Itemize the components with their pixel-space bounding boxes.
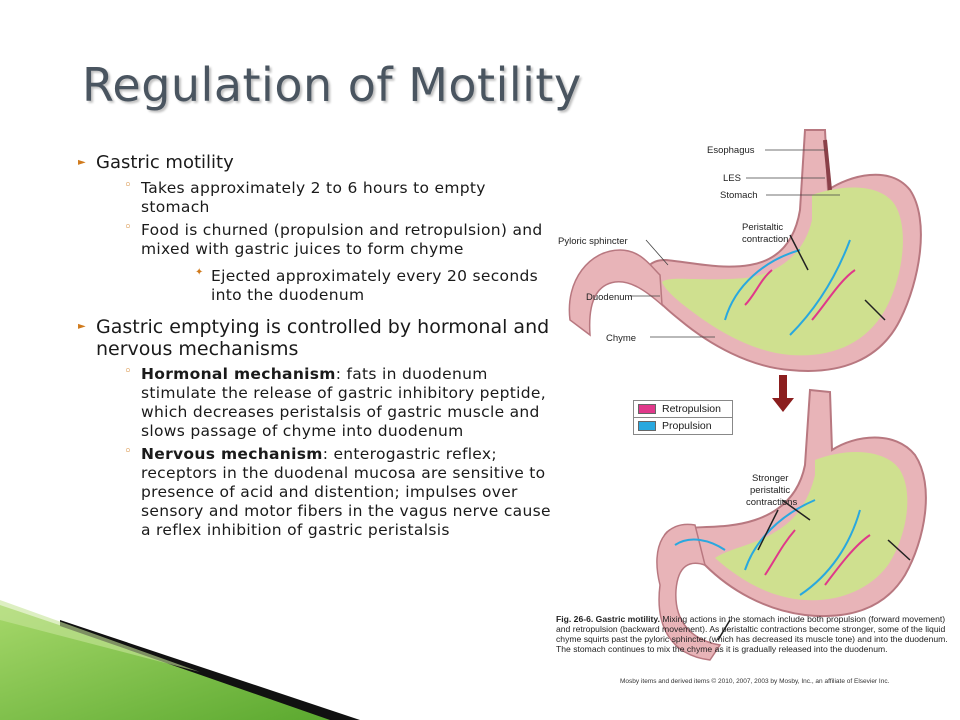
term-hormonal: Hormonal mechanism (141, 365, 336, 383)
sub-sub-bullet-text: Ejected approximately every 20 seconds into the duodenum (211, 267, 538, 304)
stomach-diagram-top (558, 130, 921, 371)
legend-item-propulsion (634, 417, 732, 434)
caption-title: Gastric motility. (595, 614, 660, 624)
decorative-wedge (0, 560, 360, 720)
label-duodenum: Duodenum (586, 292, 633, 303)
legend-label: Retropulsion (662, 403, 721, 415)
sub-sub-bullet (141, 266, 556, 304)
stomach-figure (550, 120, 960, 700)
slide-title: Regulation of Motility (82, 58, 582, 112)
retropulsion-swatch (638, 404, 656, 414)
caption-text: Mixing actions in the stomach include both propulsion (forward movement) and retropulsion (backward movement). As peristaltic contractions become stronger, some of the liquid chyme squirts past the pyloric sphincter (which has decreased its muscle tone) and into the duodenum. The stomach continues to mix the chyme as it is gradually released into the duodenum. (556, 614, 948, 654)
bullet-arrow-icon: ► (78, 321, 86, 332)
figure-legend (633, 400, 733, 435)
propulsion-swatch (638, 421, 656, 431)
sub-bullet-text (141, 365, 546, 440)
sub-bullet-text: Food is churned (propulsion and retropulsion) and mixed with gastric juices to form chyme (141, 221, 543, 258)
label-peristaltic-2: contraction (742, 234, 789, 245)
sub-bullet-nervous (96, 444, 556, 539)
bullet-list (78, 152, 556, 545)
legend-item-retropulsion (634, 401, 732, 417)
bullet-arrow-icon: ► (78, 157, 86, 168)
bullet-gastric-emptying (78, 316, 556, 539)
label-stronger-2: peristaltic (750, 485, 791, 496)
term-nervous: Nervous mechanism (141, 445, 323, 463)
sub-bullet (96, 220, 556, 304)
circle-bullet-icon: ◦ (124, 220, 132, 235)
transition-arrow (772, 375, 794, 412)
definition: : enterogastric reflex; receptors in the duodenal mucosa are sensitive to presence of acid and distention; impulses over sensory and motor fibers in the vagus nerve cause a reflex inhibition of gastric peristalsis (141, 445, 551, 539)
legend-label: Propulsion (662, 420, 712, 432)
label-pyloric: Pyloric sphincter (558, 236, 628, 247)
figure-caption (556, 614, 952, 654)
caption-ref: Fig. 26-6. (556, 614, 594, 624)
label-stronger-1: Stronger (752, 473, 789, 484)
label-stomach: Stomach (720, 190, 758, 201)
circle-bullet-icon: ◦ (124, 364, 132, 379)
bullet-text: Gastric motility (96, 152, 234, 173)
figure-credit: Mosby items and derived items © 2010, 2007, 2003 by Mosby, Inc., an affiliate of Elsevier Inc. (620, 678, 890, 685)
label-peristaltic-1: Peristaltic (742, 222, 784, 233)
sub-bullet-hormonal (96, 364, 556, 440)
sub-bullet (96, 178, 556, 216)
diamond-bullet-icon: ✦ (195, 267, 204, 278)
sub-bullet-text: Takes approximately 2 to 6 hours to empty stomach (141, 179, 486, 216)
label-les: LES (723, 173, 741, 184)
definition: : fats in duodenum stimulate the release of gastric inhibitory peptide, which decreases peristalsis of gastric muscle and slows passage of chyme into duodenum (141, 365, 546, 440)
sub-bullet-text (141, 445, 551, 539)
label-esophagus: Esophagus (707, 145, 755, 156)
bullet-gastric-motility (78, 152, 556, 304)
label-chyme: Chyme (606, 333, 637, 344)
bullet-text: Gastric emptying is controlled by hormonal and nervous mechanisms (96, 316, 550, 360)
circle-bullet-icon: ◦ (124, 178, 132, 193)
label-stronger-3: contractions (746, 497, 798, 508)
circle-bullet-icon: ◦ (124, 444, 132, 459)
